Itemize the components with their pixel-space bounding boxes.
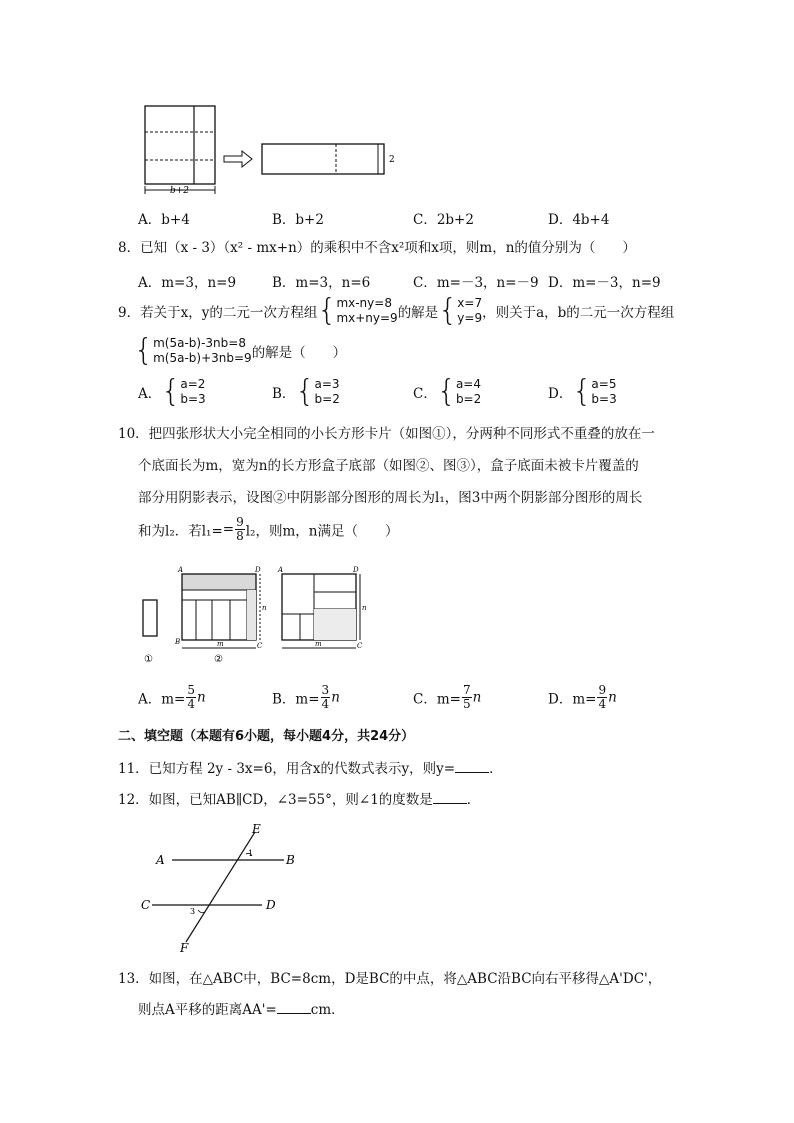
brace-icon: { bbox=[317, 293, 337, 328]
q10-option-a-num: 5 bbox=[187, 683, 196, 697]
q9-system-1-eq1: mx-ny=8 bbox=[336, 296, 392, 310]
q9-stem-part-d: 的解是（ ） bbox=[251, 345, 347, 361]
q7-option-d: D．4b+4 bbox=[548, 212, 610, 228]
q10-line2: 个底面长为m，宽为n的长方形盒子底部（如图②、图③），盒子底面未被卡片覆盖的 bbox=[138, 458, 639, 474]
q9-option-a bbox=[138, 374, 206, 409]
q8-stem: 8．已知（x - 3）（x² - mx+n）的乘积中不含x²项和x项，则m，n的值分别为（ ） bbox=[118, 240, 636, 256]
q10-option-d bbox=[548, 684, 617, 711]
q9-option-d-system bbox=[591, 377, 616, 407]
q12-stem bbox=[118, 791, 480, 809]
q9-option-a-eq2: b=3 bbox=[180, 392, 206, 406]
q9-option-c-eq2: b=2 bbox=[455, 392, 482, 406]
q7-option-a: A．b+4 bbox=[138, 212, 190, 228]
q9-option-a-system bbox=[180, 377, 205, 407]
q10-fig3-D: D bbox=[353, 566, 359, 574]
q10-fig2-B: B bbox=[175, 638, 181, 646]
q9-stem-part-a: 9．若关于x，y的二元一次方程组 bbox=[118, 305, 318, 321]
q9-option-a-eq1: a=2 bbox=[180, 377, 206, 391]
q12-label-B: B bbox=[286, 853, 295, 867]
q9-option-a-label: A． bbox=[138, 386, 162, 402]
q13-line1: 13．如图，在△ABC中，BC=8cm，D是BC的中点，将△ABC沿BC向右平移得△A'DC'， bbox=[118, 971, 662, 987]
answer-blank bbox=[455, 760, 489, 773]
q10-fig2-label: ② bbox=[214, 654, 223, 665]
q10-fig2-C: C bbox=[257, 642, 263, 650]
q10-option-b-den: 4 bbox=[321, 697, 330, 711]
q10-option-d-frac bbox=[597, 684, 607, 711]
q9-system-2 bbox=[153, 336, 252, 366]
q10-option-a-suffix: n bbox=[197, 689, 206, 706]
q10-fig2-D: D bbox=[255, 566, 261, 574]
q10-option-a-frac bbox=[186, 684, 196, 711]
q7-bottom-label: b+2 bbox=[170, 186, 190, 196]
q10-option-d-den: 4 bbox=[598, 697, 607, 711]
q12-label-D: D bbox=[266, 898, 276, 912]
q12-label-A: A bbox=[156, 853, 165, 867]
q10-option-c-num: 7 bbox=[462, 683, 471, 697]
q13-text-b: cm． bbox=[310, 1002, 345, 1018]
q9-system-1 bbox=[336, 296, 397, 326]
q10-line4-a: 和为l₂．若l₁= bbox=[138, 523, 223, 540]
q9-option-d bbox=[548, 374, 617, 409]
q7-side-label: 2 bbox=[389, 155, 395, 165]
q12-text-b: ． bbox=[466, 792, 481, 808]
q10-option-b bbox=[272, 684, 340, 711]
q10-option-a-den: 4 bbox=[187, 697, 196, 711]
q10-line4 bbox=[138, 516, 398, 543]
q9-stem-line2 bbox=[134, 333, 347, 368]
q10-fig2-m: m bbox=[217, 640, 224, 648]
q9-option-b bbox=[272, 374, 340, 409]
q10-line4-b: l₂，则m，n满足（ ） bbox=[245, 523, 399, 540]
answer-blank bbox=[433, 791, 467, 804]
q9-stem-part-b: 的解是 bbox=[397, 305, 439, 321]
q9-solution bbox=[457, 296, 482, 326]
q13-line2 bbox=[138, 1001, 345, 1019]
q10-option-b-frac bbox=[321, 684, 331, 711]
q10-option-a-prefix: A．m= bbox=[138, 691, 186, 708]
q8-option-b: B．m=3，n=6 bbox=[272, 275, 371, 291]
q11-text-a: 11．已知方程 2y - 3x=6，用含x的代数式表示y，则y= bbox=[118, 761, 456, 777]
q12-text-a: 12．如图，已知AB∥CD，∠3=55°，则∠1的度数是 bbox=[118, 792, 433, 808]
q9-option-c-eq1: a=4 bbox=[455, 377, 481, 391]
q9-option-b-eq1: a=3 bbox=[314, 377, 340, 391]
q9-option-d-label: D． bbox=[548, 386, 573, 402]
brace-icon: { bbox=[295, 374, 315, 409]
q9-system-1-eq2: mx+ny=9 bbox=[336, 311, 398, 325]
q10-fig3-m: m bbox=[315, 640, 322, 648]
q10-fig2-A: A bbox=[178, 566, 184, 574]
brace-icon: { bbox=[134, 333, 154, 368]
q8-option-d: D．m=－3，n=9 bbox=[548, 275, 661, 291]
q9-option-c-system bbox=[456, 377, 481, 407]
q10-fraction bbox=[235, 516, 245, 543]
q12-label-E: E bbox=[252, 822, 261, 836]
q10-fig3-n: n bbox=[362, 604, 367, 612]
brace-icon: { bbox=[436, 374, 456, 409]
q12-angle-3: 3 bbox=[190, 907, 196, 916]
q9-option-d-eq2: b=3 bbox=[591, 392, 617, 406]
q10-fig3-A: A bbox=[278, 566, 284, 574]
q9-option-b-system bbox=[315, 377, 340, 407]
q12-label-F: F bbox=[180, 941, 189, 955]
q10-option-c-prefix: C．m= bbox=[413, 691, 461, 708]
q9-system-2-eq1: m(5a-b)-3nb=8 bbox=[153, 336, 246, 350]
q10-fraction-den: 8 bbox=[236, 529, 244, 543]
q9-option-b-eq2: b=2 bbox=[314, 392, 340, 406]
q10-option-c-frac bbox=[462, 684, 472, 711]
q10-fig3-C: C bbox=[357, 642, 363, 650]
q10-fraction-num: 9 bbox=[236, 515, 244, 529]
q10-option-d-num: 9 bbox=[598, 683, 607, 697]
q10-figure bbox=[140, 566, 380, 668]
q9-option-d-eq1: a=5 bbox=[591, 377, 617, 391]
q7-option-b: B．b+2 bbox=[272, 212, 324, 228]
q12-angle-1: 1 bbox=[248, 849, 254, 858]
brace-icon: { bbox=[572, 374, 592, 409]
q9-solution-x: x=7 bbox=[457, 296, 483, 310]
q11-stem bbox=[118, 760, 503, 778]
q10-option-c-suffix: n bbox=[472, 689, 482, 706]
q10-option-c bbox=[413, 684, 481, 711]
q10-line4-eq: = bbox=[222, 521, 235, 538]
brace-icon: { bbox=[438, 293, 458, 328]
q11-text-b: ． bbox=[489, 761, 503, 777]
q10-option-b-num: 3 bbox=[321, 683, 330, 697]
q10-fig2-n: n bbox=[262, 604, 267, 612]
q10-option-d-prefix: D．m= bbox=[548, 691, 597, 708]
q12-figure bbox=[138, 818, 308, 958]
q9-system-2-eq2: m(5a-b)+3nb=9 bbox=[153, 351, 252, 365]
answer-blank bbox=[277, 1001, 311, 1014]
brace-icon: { bbox=[161, 374, 181, 409]
q8-option-c: C．m=－3，n=－9 bbox=[413, 275, 539, 291]
q9-stem-part-c: ，则关于a，b的二元一次方程组 bbox=[482, 305, 675, 321]
q8-option-a: A．m=3，n=9 bbox=[138, 275, 237, 291]
q10-line3: 部分用阴影表示，设图②中阴影部分图形的周长为l₁，图3中两个阴影部分图形的周长 bbox=[138, 490, 643, 506]
q12-label-C: C bbox=[141, 898, 151, 912]
q10-option-c-den: 5 bbox=[462, 697, 471, 711]
q10-option-b-suffix: n bbox=[331, 689, 340, 706]
q9-option-c-label: C． bbox=[413, 386, 437, 402]
q10-option-b-prefix: B．m= bbox=[272, 691, 320, 708]
q13-text-a: 则点A平移的距离AA'= bbox=[138, 1002, 277, 1018]
q10-option-d-suffix: n bbox=[608, 689, 617, 706]
q9-option-c bbox=[413, 374, 482, 409]
q9-solution-y: y=9 bbox=[457, 311, 483, 325]
q10-option-a bbox=[138, 684, 206, 711]
q10-fig1-label: ① bbox=[144, 654, 153, 665]
q9-option-b-label: B． bbox=[272, 386, 296, 402]
q7-figure bbox=[138, 104, 408, 196]
q10-line1: 10．把四张形状大小完全相同的小长方形卡片（如图①），分两种不同形式不重叠的放在一 bbox=[118, 426, 655, 442]
section-2-heading: 二、填空题（本题有6小题，每小题4分，共24分） bbox=[118, 729, 415, 744]
q9-stem bbox=[118, 293, 675, 328]
q7-option-c: C．2b+2 bbox=[413, 212, 474, 228]
